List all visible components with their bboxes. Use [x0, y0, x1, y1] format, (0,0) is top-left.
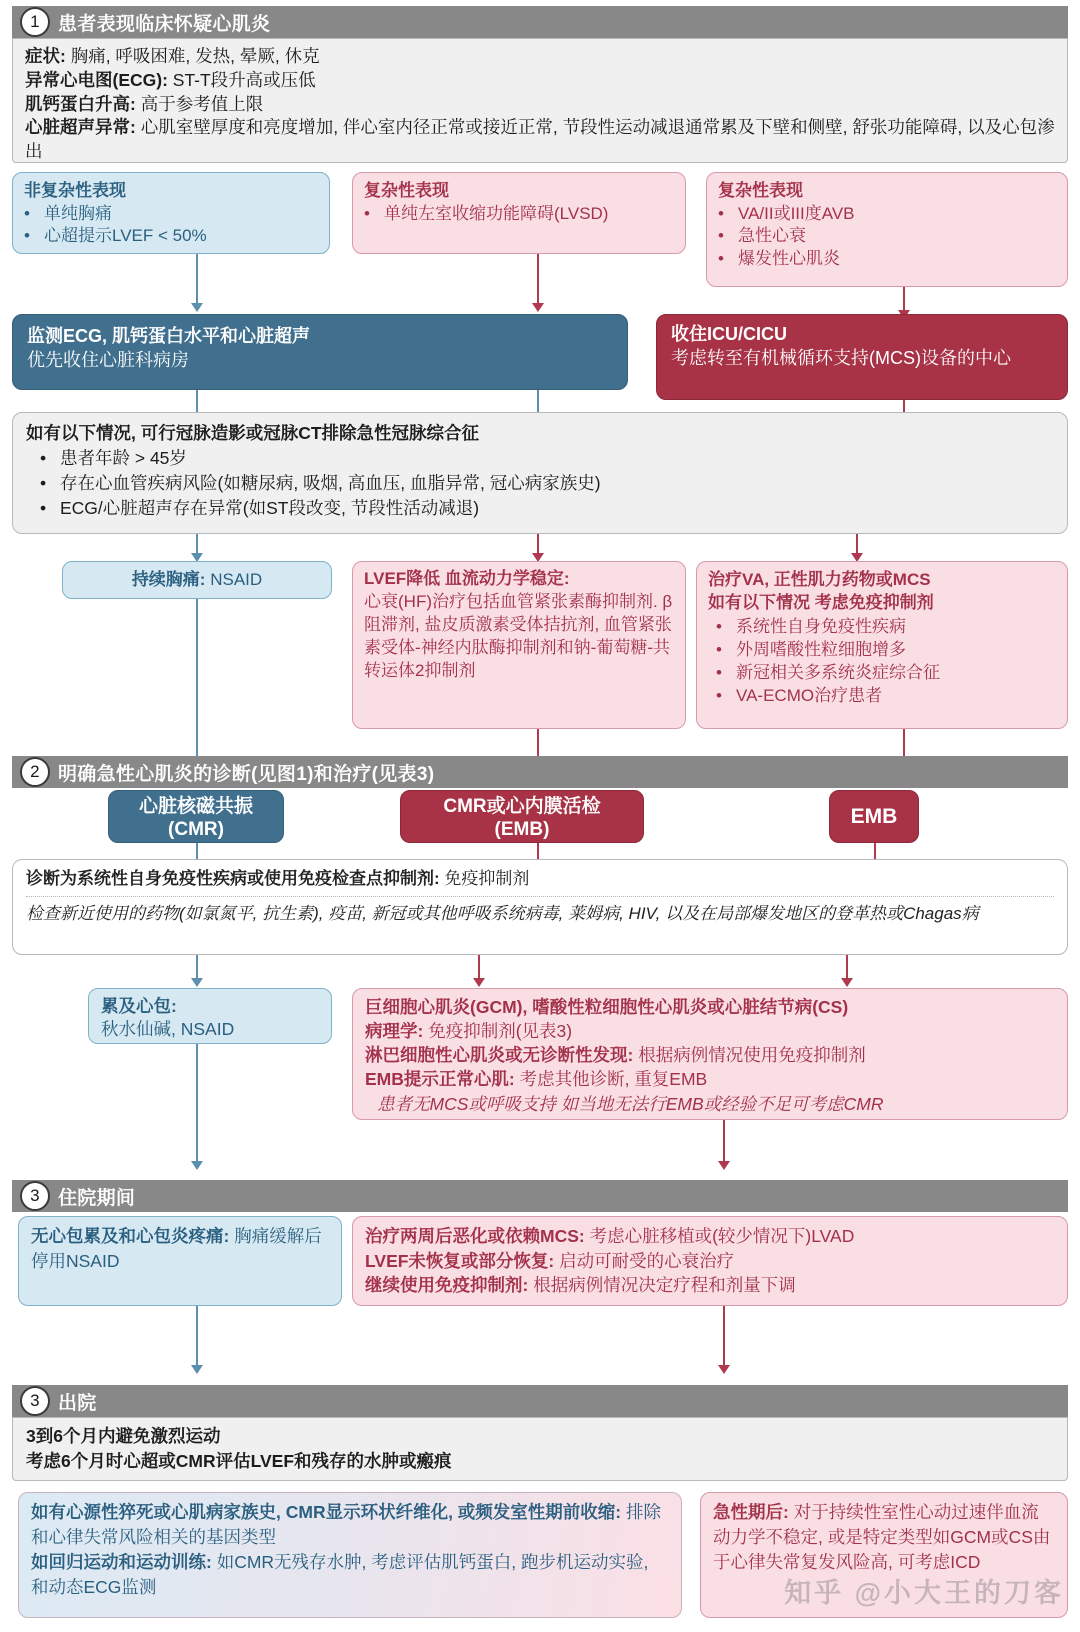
ecg-label: 异常心电图(ECG):	[25, 69, 168, 90]
va-item-3: • VA-ECMO治疗患者	[708, 684, 1056, 707]
discharge-instructions-box	[12, 1417, 1068, 1481]
worsening-line-1	[365, 1224, 1055, 1249]
section-header-1	[12, 6, 1068, 38]
worsening-line-1-text: 考虑心脏移植或(较少情况下)LVAD	[584, 1226, 855, 1246]
bullet-icon: •	[40, 472, 47, 493]
worsening-box	[352, 1216, 1068, 1306]
arrow-icon	[191, 303, 203, 312]
connector-pericardium-to-s3	[196, 1044, 198, 1164]
arrow-icon	[473, 978, 485, 987]
lvef-reduced-box	[352, 561, 686, 729]
worsening-line-2-label: LVEF未恢复或部分恢复:	[365, 1250, 555, 1271]
etiology-line-1-text: 免疫抑制剂	[439, 869, 530, 888]
bullet-icon: •	[716, 616, 722, 636]
gcm-line-3	[365, 1043, 1055, 1067]
connector-emb-to-etiology	[874, 843, 876, 859]
complicated-b-title: 复杂性表现	[718, 181, 803, 200]
emb-box	[829, 790, 919, 843]
worsening-line-3-label: 继续使用免疫抑制剂:	[365, 1275, 529, 1295]
connector-icu-to-angio	[903, 400, 905, 412]
connector-lvsd-to-monitor	[537, 254, 539, 306]
cmr-emb-box	[400, 790, 644, 843]
section-title-1: 患者表现临床怀疑心肌炎	[58, 13, 271, 35]
echo-label: 心脏超声异常:	[25, 117, 136, 138]
va-item-1: • 外周嗜酸性粒细胞增多	[708, 638, 1056, 661]
arrow-icon	[718, 1161, 730, 1170]
etiology-box	[12, 859, 1068, 955]
gcm-line-1: 巨细胞心肌炎(GCM), 嗜酸性粒细胞性心肌炎或心脏结节病(CS)	[365, 997, 849, 1017]
discharge-line-2: 考虑6个月时心超或CMR评估LVEF和残存的水肿或瘢痕	[26, 1450, 452, 1471]
genetic-line-2-text: 如CMR无残存水肿, 考虑评估肌钙蛋白, 跑步机运动实验, 和动态ECG监测	[31, 1551, 649, 1597]
persistent-chest-pain-box	[62, 561, 332, 599]
pericardium-box	[88, 988, 332, 1044]
bullet-icon: •	[40, 447, 47, 468]
monitoring-admission-box	[12, 314, 628, 390]
va-title-1: 治疗VA, 正性肌力药物或MCS	[708, 570, 931, 589]
symptoms-text: 胸痛, 呼吸困难, 发热, 晕厥, 休克	[65, 46, 320, 66]
lvef-text: 心衰(HF)治疗包括血管紧张素酶抑制剂. β阻滞剂, 盐皮质激素受体拮抗剂, 血管紧张素受体-神经内肽酶抑制剂和钠-葡萄糖-共转运体2抑制剂	[364, 591, 673, 680]
gcm-line-5: 患者无MCS或呼吸支持 如当地无法行EMB或经验不足可考虑CMR	[377, 1093, 884, 1114]
ecg-text: ST-T段升高或压低	[167, 69, 316, 90]
gcm-line-4-text: 考虑其他诊断, 重复EMB	[514, 1069, 708, 1090]
troponin-text: 高于参考值上限	[135, 93, 264, 114]
uncomplicated-item-0: • 单纯胸痛	[24, 203, 318, 226]
arrow-icon	[191, 1161, 203, 1170]
section-number-2: 2	[20, 757, 50, 787]
uncomplicated-item-1: • 心超提示LVEF < 50%	[24, 225, 318, 248]
icu-line-2: 考虑转至有机械循环支持(MCS)设备的中心	[671, 347, 1011, 368]
etiology-line-1-label: 诊断为系统性自身免疫性疾病或使用免疫检查点抑制剂:	[26, 869, 440, 888]
angiography-item-0: • 患者年龄 > 45岁	[26, 446, 1054, 471]
section-header-2	[12, 756, 1068, 788]
nsaid-text: NSAID	[205, 570, 263, 589]
va-treatment-box	[696, 561, 1068, 729]
angiography-item-2: • ECG/心脏超声存在异常(如ST段改变, 节段性活动减退)	[26, 496, 1054, 521]
genetic-line-1-text: 排除和心律失常风险相关的基因类型	[31, 1502, 662, 1547]
troponin-line	[25, 93, 1055, 117]
nsaid-label: 持续胸痛:	[131, 570, 206, 589]
bullet-icon: •	[24, 226, 30, 246]
no-pericarditis-text: 胸痛缓解后停用NSAID	[31, 1226, 322, 1271]
connector-monitor-to-angio-right	[537, 390, 539, 412]
complicated-lvsd-box	[352, 172, 686, 254]
troponin-label: 肌钙蛋白升高:	[25, 93, 136, 114]
lvef-title: LVEF降低 血流动力学稳定:	[364, 569, 570, 588]
connector-worsening-to-s4	[723, 1306, 725, 1368]
arrow-icon	[532, 303, 544, 312]
uncomplicated-presentation-box	[12, 172, 330, 254]
section-title-4: 出院	[58, 1392, 97, 1414]
arrow-icon	[841, 978, 853, 987]
icd-label: 急性期后:	[713, 1502, 789, 1522]
complicated-b-item-0: • VA/II或III度AVB	[718, 203, 1056, 226]
arrow-icon	[718, 1365, 730, 1374]
connector-gcm-to-s3	[723, 1120, 725, 1164]
gcm-line-3-label: 淋巴细胞性心肌炎或无诊断性发现:	[365, 1045, 634, 1066]
clinical-presentation-box	[12, 38, 1068, 163]
section-title-3: 住院期间	[58, 1187, 136, 1209]
arrow-icon	[191, 978, 203, 987]
bullet-icon: •	[718, 203, 724, 223]
section-header-4	[12, 1385, 1068, 1417]
watermark: 知乎 @小大王的刀客	[784, 1578, 1064, 1608]
monitoring-line-2: 优先收住心脏科病房	[27, 349, 189, 370]
echo-text: 心肌室壁厚度和亮度增加, 伴心室内径正常或接近正常, 节段性运动减退通常累及下壁和侧壁, 舒张功能障碍, 以及心包渗出	[25, 117, 1055, 162]
cmr-line-1: 心脏核磁共振	[138, 796, 253, 817]
va-title-2: 如有以下情况 考虑免疫抑制剂	[708, 593, 934, 613]
bullet-icon: •	[364, 203, 370, 223]
arrow-icon	[191, 1365, 203, 1374]
gcm-line-3-text: 根据病例情况使用免疫抑制剂	[633, 1045, 866, 1066]
pericardium-title: 累及心包:	[101, 996, 177, 1016]
echo-line	[25, 116, 1055, 164]
complicated-b-item-2: • 爆发性心肌炎	[718, 248, 1056, 271]
gcm-line-2-text: 免疫抑制剂(见表3)	[423, 1021, 573, 1042]
monitoring-line-1: 监测ECG, 肌钙蛋白水平和心脏超声	[27, 326, 311, 346]
cmr-line-2: (CMR)	[168, 818, 224, 840]
cmr-emb-line-2: (EMB)	[494, 818, 550, 840]
genetic-line-1	[31, 1500, 669, 1550]
va-item-0: • 系统性自身免疫性疾病	[708, 615, 1056, 638]
connector-cmr-to-etiology	[196, 843, 198, 859]
angiography-title: 如有以下情况, 可行冠脉造影或冠脉CT排除急性冠脉综合征	[26, 423, 480, 443]
connector-nsaid-down	[196, 599, 198, 771]
genetic-line-2-label: 如回归运动和运动训练:	[31, 1551, 212, 1572]
ecg-line	[25, 69, 1055, 93]
etiology-divider	[26, 896, 1054, 897]
no-pericarditis-box	[18, 1216, 342, 1306]
connector-nopericard-to-s4	[196, 1306, 198, 1368]
angiography-box	[12, 412, 1068, 534]
connector-uncomplicated-to-monitor	[196, 254, 198, 306]
icu-admission-box	[656, 314, 1068, 400]
genetic-line-1-label: 如有心源性猝死或心肌病家族史, CMR显示环状纤维化, 或频发室性期前收缩:	[31, 1502, 622, 1522]
bullet-icon: •	[24, 203, 30, 223]
va-item-2: • 新冠相关多系统炎症综合征	[708, 661, 1056, 684]
gcm-management-box	[352, 988, 1068, 1120]
section-number-4: 3	[20, 1386, 50, 1416]
no-pericarditis-label: 无心包累及和心包炎疼痛:	[31, 1226, 230, 1246]
section-header-3	[12, 1180, 1068, 1212]
bullet-icon: •	[716, 663, 722, 683]
section-number-1: 1	[20, 7, 50, 37]
complicated-a-title: 复杂性表现	[364, 181, 449, 200]
bullet-icon: •	[716, 686, 722, 706]
bullet-icon: •	[716, 639, 722, 659]
gcm-line-2	[365, 1019, 1055, 1043]
symptoms-line	[25, 45, 1055, 69]
connector-monitor-to-angio-left	[196, 390, 198, 412]
gcm-line-4	[365, 1067, 1055, 1091]
complicated-b-item-1: • 急性心衰	[718, 225, 1056, 248]
gcm-line-4-label: EMB提示正常心肌:	[365, 1069, 515, 1090]
genetic-testing-box	[18, 1492, 682, 1618]
etiology-line-2: 检查新近使用的药物(如氯氮平, 抗生素), 疫苗, 新冠或其他呼吸系统病毒, 莱姆病, HIV, 以及在局部爆发地区的登革热或Chagas病	[26, 903, 979, 923]
worsening-line-1-label: 治疗两周后恶化或依赖MCS:	[365, 1226, 585, 1246]
icd-text: 对于持续性室性心动过速伴血流动力学不稳定, 或是特定类型如GCM或CS由于心律失常复发风险高, 可考虑ICD	[713, 1502, 1051, 1572]
bullet-icon: •	[718, 248, 724, 268]
complicated-a-item-0: • 单纯左室收缩功能障碍(LVSD)	[364, 203, 674, 226]
bullet-icon: •	[40, 497, 47, 518]
discharge-line-1: 3到6个月内避免激烈运动	[26, 1426, 221, 1446]
section-title-2: 明确急性心肌炎的诊断(见图1)和治疗(见表3)	[58, 763, 435, 785]
cmr-box	[108, 790, 284, 843]
worsening-line-3-text: 根据病例情况决定疗程和剂量下调	[528, 1275, 796, 1295]
cmr-emb-line-1: CMR或心内膜活检	[443, 796, 601, 817]
gcm-line-2-label: 病理学:	[365, 1021, 424, 1042]
pericardium-text: 秋水仙碱, NSAID	[101, 1019, 235, 1040]
bullet-icon: •	[718, 226, 724, 246]
connector-cmremb-to-etiology	[537, 843, 539, 859]
emb-line-1: EMB	[850, 804, 898, 828]
worsening-line-2	[365, 1249, 1055, 1274]
worsening-line-2-text: 启动可耐受的心衰治疗	[554, 1250, 735, 1271]
icu-line-1: 收住ICU/CICU	[671, 324, 787, 344]
worsening-line-3	[365, 1273, 1055, 1298]
etiology-line-1	[26, 867, 1054, 891]
uncomplicated-title: 非复杂性表现	[24, 181, 126, 200]
symptoms-label: 症状:	[25, 46, 66, 66]
complicated-severe-box	[706, 172, 1068, 287]
genetic-line-2	[31, 1550, 669, 1600]
angiography-item-1: • 存在心血管疾病风险(如糖尿病, 吸烟, 高血压, 血脂异常, 冠心病家族史)	[26, 471, 1054, 496]
section-number-3: 3	[20, 1181, 50, 1211]
icd-box	[700, 1492, 1068, 1618]
